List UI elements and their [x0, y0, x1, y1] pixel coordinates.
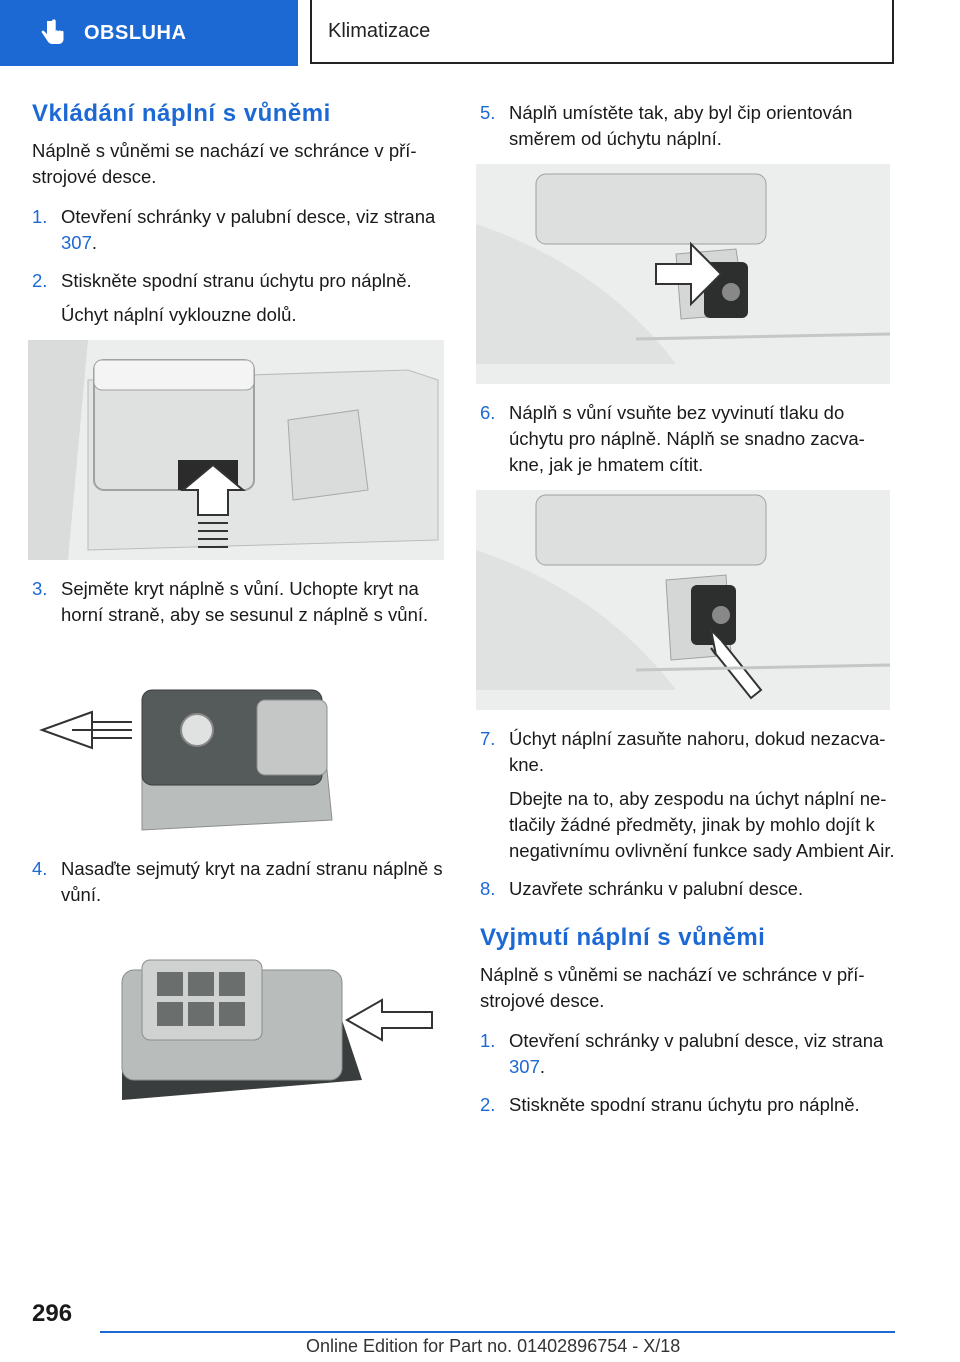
- cartridge-cover-illustration: [32, 640, 448, 840]
- figure-glovebox-press: [28, 340, 444, 560]
- step-number: 2.: [480, 1094, 496, 1115]
- intro-text: Náplně s vůněmi se nachází ve schránce v pří‐ strojové desce.: [480, 964, 865, 1011]
- step-text: [509, 726, 896, 864]
- section-tab[interactable]: [0, 0, 298, 66]
- step-item: [32, 204, 448, 256]
- step-item: [480, 400, 896, 478]
- step-text: Stiskněte spodní stranu úchytu pro náplně.: [509, 1094, 860, 1115]
- step-item: [480, 1092, 896, 1118]
- left-column: [32, 100, 448, 1146]
- step-number: 6.: [480, 402, 496, 423]
- figure-remove-cover: [32, 640, 448, 840]
- figure-orient-chip: [476, 164, 890, 384]
- step-text: [509, 1028, 896, 1080]
- step-text-main: Stiskněte spodní stranu úchytu pro náplně.: [61, 270, 412, 291]
- section-label: OBSLUHA: [84, 21, 187, 44]
- page-number: 296: [32, 1300, 73, 1327]
- footer-divider: [100, 1331, 895, 1333]
- step-subtext: Úchyt náplní vyklouzne dolů.: [61, 304, 297, 325]
- step-text: Sejměte kryt náplně s vůní. Uchopte kryt na horní straně, aby se sesunul z náplně s vůní.: [61, 578, 429, 625]
- step-text-main: Otevření schránky v palubní desce, viz strana: [61, 206, 436, 227]
- step-text-main: Úchyt náplní zasuňte nahoru, dokud nezacva‐ kne.: [509, 728, 886, 775]
- step-item: [480, 1028, 896, 1080]
- step-text: [61, 268, 448, 328]
- figure-attach-cover: [32, 920, 448, 1130]
- intro-text: Náplně s vůněmi se nachází ve schránce v pří‐ strojové desce.: [32, 140, 417, 187]
- step-text: Nasaďte sejmutý kryt na zadní stranu náplně s vůní.: [61, 858, 443, 905]
- section-title-insert: Vkládání náplní s vůněmi: [32, 100, 331, 127]
- step-number: 8.: [480, 878, 496, 899]
- step-text-after: .: [539, 1056, 546, 1077]
- page-link[interactable]: 307: [61, 232, 92, 253]
- step-text-main: Otevření schránky v palubní desce, viz strana: [509, 1030, 884, 1051]
- figure-insert-cartridge: [476, 490, 890, 710]
- page-link[interactable]: 307: [509, 1056, 540, 1077]
- step-text: Náplň s vůní vsuňte bez vyvinutí tlaku do úchytu pro náplně. Náplň se snadno zacva‐ kne, jak je hmatem cítit.: [509, 402, 865, 475]
- step-subtext: Dbejte na to, aby zespodu na úchyt náplní ne‐ tlačily žádné předměty, jinak by mohlo dojít k negativnímu ovlivnění funkce sady Ambient Air.: [509, 788, 895, 861]
- step-text: Uzavřete schránku v palubní desce.: [509, 878, 804, 899]
- step-item: [32, 268, 448, 328]
- right-column: [480, 100, 896, 1130]
- chapter-label: Klimatizace: [328, 19, 431, 42]
- step-item: [32, 576, 448, 628]
- step-item: [480, 876, 896, 902]
- holder-orient-illustration: [476, 164, 890, 384]
- holder-insert-illustration: [476, 490, 890, 710]
- step-number: 2.: [32, 270, 48, 291]
- cartridge-back-illustration: [32, 920, 448, 1130]
- step-number: 7.: [480, 728, 496, 749]
- glovebox-illustration: [28, 340, 444, 560]
- step-item: [480, 726, 896, 864]
- step-number: 4.: [32, 858, 48, 879]
- step-text-after: .: [91, 232, 98, 253]
- chapter-header: [310, 0, 894, 64]
- step-item: [32, 856, 448, 908]
- step-number: 5.: [480, 102, 496, 123]
- edition-text: Online Edition for Part no. 01402896754 - X/18: [306, 1336, 681, 1356]
- step-text: Náplň umístěte tak, aby byl čip orientován směrem od úchytu náplní.: [509, 102, 853, 149]
- step-number: 3.: [32, 578, 48, 599]
- pointing-hand-icon: [38, 18, 68, 48]
- section-title-remove: Vyjmutí náplní s vůněmi: [480, 924, 766, 951]
- step-text: [61, 204, 448, 256]
- step-number: 1.: [32, 206, 48, 227]
- step-number: 1.: [480, 1030, 496, 1051]
- step-item: [480, 100, 896, 152]
